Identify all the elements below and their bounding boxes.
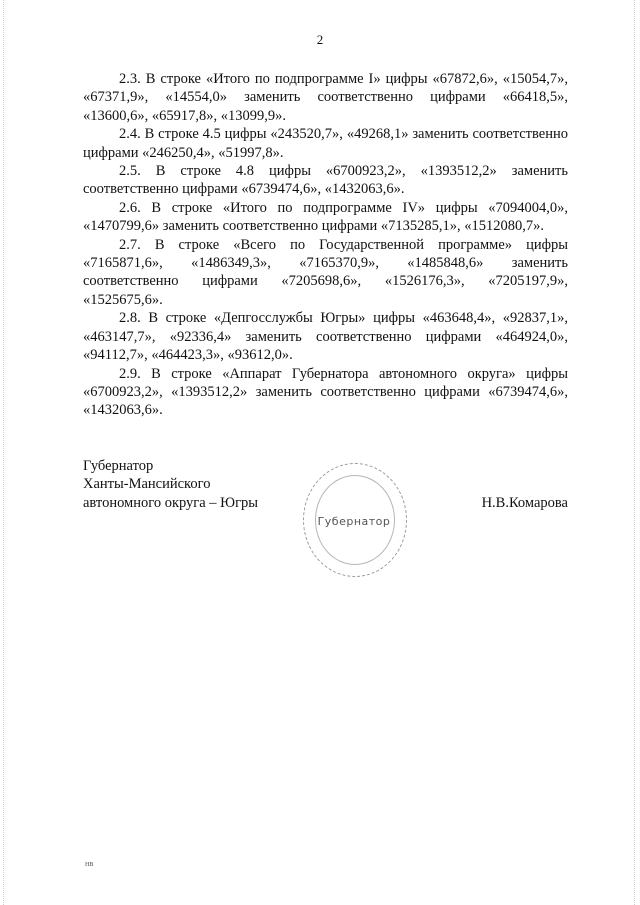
scan-edge-left <box>3 0 5 905</box>
electronic-signature-stamp <box>293 457 413 587</box>
stamp-text: Губернатор <box>317 515 391 528</box>
paragraph-2-8: 2.8. В строке «Депгосслужбы Югры» цифры «463648,4», «92837,1», «463147,7», «92336,4» заменить соответственно цифрами «464924,0», «94112,7», «464423,3», «93612,0». <box>83 310 568 364</box>
signatory-name: Н.В.Комарова <box>481 494 568 511</box>
paragraph-2-9: 2.9. В строке «Аппарат Губернатора автономного округа» цифры «6700923,2», «1393512,2» заменить соответственно цифрами «6739474,6», «1432063,6». <box>83 365 568 419</box>
signatory-position-line: Губернатор <box>83 458 154 474</box>
signatory-position <box>83 457 258 512</box>
page-number: 2 <box>316 32 324 47</box>
paragraph-2-6: 2.6. В строке «Итого по подпрограмме IV» цифры «7094004,0», «1470799,6» заменить соответственно цифрами «7135285,1», «1512080,7». <box>83 199 568 235</box>
signature-block <box>83 457 568 607</box>
document-body <box>83 70 568 420</box>
scan-edge-right <box>634 0 636 905</box>
signatory-position-line: автономного округа – Югры <box>83 494 259 511</box>
signatory-position-line: Ханты-Мансийского <box>83 476 211 493</box>
paragraph-2-3: 2.3. В строке «Итого по подпрограмме I» цифры «67872,6», «15054,7», «67371,9», «14554,0» заменить соответственно цифрами «66418,5», «13600,6», «65917,8», «13099,9». <box>83 71 568 124</box>
footer-mark: НВ <box>85 862 94 868</box>
paragraph-2-5: 2.5. В строке 4.8 цифры «6700923,2», «1393512,2» заменить соответственно цифрами «6739474,6», «1432063,6». <box>83 163 568 198</box>
paragraph-2-7: 2.7. В строке «Всего по Государственной программе» цифры «7165871,6», «1486349,3», «7165370,9», «1485848,6» заменить соответственно цифрами «7205698,6», «1526176,3», «7205197,9», «1525675,6». <box>83 236 568 308</box>
paragraph-2-4: 2.4. В строке 4.5 цифры «243520,7», «49268,1» заменить соответственно цифрами «246250,4», «51997,8». <box>83 126 568 161</box>
